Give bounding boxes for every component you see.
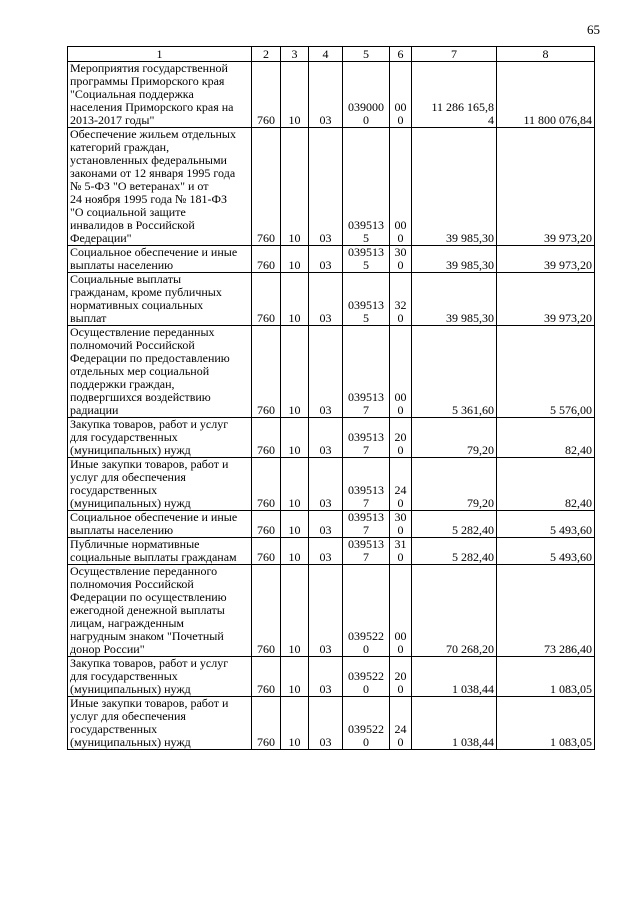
row-name-line: (муниципальных) нужд	[70, 443, 191, 457]
header-cell-7: 7	[412, 47, 497, 62]
row-name-line: категорий граждан,	[70, 140, 170, 154]
target-article-cell	[343, 273, 390, 326]
ministry-code-cell: 760	[252, 538, 281, 565]
row-name-line: выплаты населению	[70, 523, 174, 537]
amount-2016-cell: 5 493,60	[497, 511, 595, 538]
target-article-cell-line: 5	[363, 311, 369, 325]
row-name-cell	[68, 511, 252, 538]
amount-2015-cell	[412, 246, 497, 273]
amount-2016-cell: 39 973,20	[497, 246, 595, 273]
row-name-line: "Социальная поддержка	[70, 87, 194, 101]
section-code-cell: 10	[281, 128, 309, 246]
expense-type-cell-line: 20	[394, 669, 407, 683]
table-row	[68, 273, 595, 326]
amount-2015-cell-line: 79,20	[467, 496, 494, 510]
row-name-line: Мероприятия государственной	[70, 61, 228, 75]
header-cell-5: 5	[343, 47, 390, 62]
row-name-line: Федерации по осуществлению	[70, 590, 227, 604]
row-name-line: ежегодной денежной выплаты	[70, 603, 225, 617]
amount-2015-cell	[412, 511, 497, 538]
expense-type-cell-line: 30	[394, 245, 407, 259]
ministry-code-cell: 760	[252, 511, 281, 538]
row-name-line: отдельных мер социальной	[70, 364, 210, 378]
section-code-cell: 10	[281, 418, 309, 458]
amount-2016-cell: 73 286,40	[497, 565, 595, 657]
expense-type-cell	[390, 273, 412, 326]
row-name-line: 24 ноября 1995 года № 181-ФЗ	[70, 192, 227, 206]
section-code-cell: 10	[281, 657, 309, 697]
ministry-code-cell: 760	[252, 458, 281, 511]
expense-type-cell	[390, 128, 412, 246]
target-article-cell-line: 039513	[348, 430, 384, 444]
target-article-cell-line: 039513	[348, 245, 384, 259]
target-article-cell-line: 039522	[348, 722, 384, 736]
subsection-code-cell: 03	[309, 538, 343, 565]
row-name-line: поддержки граждан,	[70, 377, 175, 391]
ministry-code-cell: 760	[252, 326, 281, 418]
amount-2015-cell	[412, 418, 497, 458]
row-name-cell	[68, 458, 252, 511]
expense-type-cell-line: 0	[397, 523, 404, 537]
row-name-line: полномочия Российской	[70, 577, 194, 591]
expense-type-cell	[390, 565, 412, 657]
amount-2015-cell	[412, 273, 497, 326]
expense-type-cell-line: 0	[397, 231, 404, 245]
header-cell-1: 1	[68, 47, 252, 62]
expense-type-cell-line: 0	[397, 682, 404, 696]
subsection-code-cell: 03	[309, 565, 343, 657]
subsection-code-cell: 03	[309, 511, 343, 538]
amount-2015-cell	[412, 538, 497, 565]
amount-2016-cell: 5 493,60	[497, 538, 595, 565]
target-article-cell-line: 5	[363, 258, 369, 272]
target-article-cell	[343, 246, 390, 273]
amount-2015-cell	[412, 62, 497, 128]
ministry-code-cell: 760	[252, 565, 281, 657]
section-code-cell: 10	[281, 326, 309, 418]
row-name-line: Иные закупки товаров, работ и	[70, 457, 229, 471]
ministry-code-cell: 760	[252, 697, 281, 750]
section-code-cell: 10	[281, 565, 309, 657]
amount-2015-cell-line: 5 361,60	[452, 403, 494, 417]
target-article-cell	[343, 511, 390, 538]
amount-2015-cell	[412, 458, 497, 511]
row-name-cell	[68, 538, 252, 565]
expense-type-cell	[390, 418, 412, 458]
target-article-cell-line: 0	[363, 682, 369, 696]
ministry-code-cell: 760	[252, 657, 281, 697]
target-article-cell-line: 5	[363, 231, 369, 245]
section-code-cell: 10	[281, 697, 309, 750]
subsection-code-cell: 03	[309, 697, 343, 750]
row-name-line: программы Приморского края	[70, 74, 225, 88]
target-article-cell	[343, 538, 390, 565]
table-row	[68, 538, 595, 565]
table-row	[68, 697, 595, 750]
row-name-line: нагрудным знаком "Почетный	[70, 629, 224, 643]
target-article-cell-line: 7	[363, 496, 369, 510]
row-name-line: Обеспечение жильем отдельных	[70, 127, 236, 141]
expense-type-cell-line: 00	[394, 218, 407, 232]
amount-2016-cell: 1 083,05	[497, 697, 595, 750]
amount-2015-cell-line: 5 282,40	[452, 523, 494, 537]
expense-type-cell-line: 0	[397, 496, 404, 510]
expense-type-cell-line: 24	[394, 722, 407, 736]
amount-2015-cell	[412, 657, 497, 697]
target-article-cell-line: 7	[363, 523, 369, 537]
row-name-line: Осуществление переданных	[70, 325, 215, 339]
expense-type-cell-line: 0	[397, 113, 404, 127]
amount-2015-cell-line: 39 985,30	[446, 311, 494, 325]
amount-2015-cell-line: 39 985,30	[446, 258, 494, 272]
expense-type-cell-line: 0	[397, 443, 404, 457]
amount-2016-cell: 5 576,00	[497, 326, 595, 418]
expense-type-cell-line: 0	[397, 735, 404, 749]
row-name-line: населения Приморского края на	[70, 100, 234, 114]
row-name-cell	[68, 565, 252, 657]
row-name-line: Социальное обеспечение и иные	[70, 510, 238, 524]
row-name-line: государственных	[70, 483, 158, 497]
expense-type-cell-line: 24	[394, 483, 407, 497]
amount-2016-cell: 82,40	[497, 458, 595, 511]
table-row	[68, 458, 595, 511]
section-code-cell: 10	[281, 458, 309, 511]
target-article-cell-line: 7	[363, 443, 369, 457]
budget-table	[67, 46, 595, 750]
row-name-cell	[68, 326, 252, 418]
row-name-line: Иные закупки товаров, работ и	[70, 696, 229, 710]
row-name-cell	[68, 273, 252, 326]
row-name-line: государственных	[70, 722, 158, 736]
section-code-cell: 10	[281, 246, 309, 273]
row-name-line: для государственных	[70, 430, 178, 444]
header-cell-4: 4	[309, 47, 343, 62]
amount-2015-cell-line: 39 985,30	[446, 231, 494, 245]
row-name-line: подвергшихся воздействию	[70, 390, 211, 404]
target-article-cell	[343, 565, 390, 657]
table-row	[68, 657, 595, 697]
amount-2015-cell-line: 79,20	[467, 443, 494, 457]
target-article-cell-line: 039522	[348, 669, 384, 683]
table-row	[68, 565, 595, 657]
target-article-cell	[343, 418, 390, 458]
expense-type-cell-line: 0	[397, 258, 404, 272]
expense-type-cell-line: 00	[394, 390, 407, 404]
expense-type-cell	[390, 511, 412, 538]
expense-type-cell	[390, 62, 412, 128]
page-number: 65	[587, 22, 600, 37]
subsection-code-cell: 03	[309, 418, 343, 458]
row-name-line: социальные выплаты гражданам	[70, 550, 237, 564]
row-name-line: Федерации по предоставлению	[70, 351, 230, 365]
row-name-line: (муниципальных) нужд	[70, 682, 191, 696]
amount-2015-cell	[412, 326, 497, 418]
row-name-line: радиации	[70, 403, 119, 417]
header-cell-2: 2	[252, 47, 281, 62]
header-cell-8: 8	[497, 47, 595, 62]
subsection-code-cell: 03	[309, 657, 343, 697]
ministry-code-cell: 760	[252, 246, 281, 273]
row-name-line: Осуществление переданного	[70, 564, 218, 578]
expense-type-cell-line: 0	[397, 550, 404, 564]
expense-type-cell-line: 0	[397, 642, 404, 656]
table-row	[68, 62, 595, 128]
expense-type-cell	[390, 246, 412, 273]
row-name-cell	[68, 697, 252, 750]
target-article-cell	[343, 128, 390, 246]
row-name-line: выплат	[70, 311, 107, 325]
amount-2015-cell-line: 70 268,20	[446, 642, 494, 656]
row-name-line: (муниципальных) нужд	[70, 735, 191, 749]
row-name-line: Социальные выплаты	[70, 272, 182, 286]
row-name-line: законами от 12 января 1995 года	[70, 166, 236, 180]
subsection-code-cell: 03	[309, 326, 343, 418]
target-article-cell-line: 039513	[348, 537, 384, 551]
target-article-cell	[343, 458, 390, 511]
target-article-cell	[343, 697, 390, 750]
target-article-cell-line: 7	[363, 403, 369, 417]
header-cell-6: 6	[390, 47, 412, 62]
target-article-cell-line: 039000	[348, 100, 384, 114]
expense-type-cell-line: 0	[397, 311, 404, 325]
row-name-line: установленных федеральными	[70, 153, 227, 167]
expense-type-cell-line: 00	[394, 100, 407, 114]
target-article-cell-line: 039513	[348, 510, 384, 524]
subsection-code-cell: 03	[309, 458, 343, 511]
subsection-code-cell: 03	[309, 62, 343, 128]
row-name-line: инвалидов в Российской	[70, 218, 195, 232]
expense-type-cell-line: 00	[394, 629, 407, 643]
row-name-cell	[68, 418, 252, 458]
row-name-line: услуг для обеспечения	[70, 470, 186, 484]
row-name-line: Закупка товаров, работ и услуг	[70, 656, 229, 670]
amount-2016-cell: 11 800 076,84	[497, 62, 595, 128]
section-code-cell: 10	[281, 273, 309, 326]
row-name-line: услуг для обеспечения	[70, 709, 186, 723]
expense-type-cell	[390, 697, 412, 750]
ministry-code-cell: 760	[252, 273, 281, 326]
target-article-cell	[343, 62, 390, 128]
amount-2015-cell	[412, 565, 497, 657]
row-name-line: нормативных социальных	[70, 298, 204, 312]
row-name-cell	[68, 62, 252, 128]
row-name-line: № 5-ФЗ "О ветеранах" и от	[70, 179, 209, 193]
target-article-cell-line: 0	[363, 735, 369, 749]
expense-type-cell	[390, 326, 412, 418]
table-row	[68, 326, 595, 418]
expense-type-cell-line: 20	[394, 430, 407, 444]
table-row	[68, 418, 595, 458]
section-code-cell: 10	[281, 511, 309, 538]
target-article-cell-line: 7	[363, 550, 369, 564]
row-name-line: лицам, награжденным	[70, 616, 184, 630]
ministry-code-cell: 760	[252, 62, 281, 128]
section-code-cell: 10	[281, 538, 309, 565]
row-name-line: Социальное обеспечение и иные	[70, 245, 238, 259]
table-body	[68, 47, 595, 750]
target-article-cell-line: 039513	[348, 218, 384, 232]
subsection-code-cell: 03	[309, 128, 343, 246]
subsection-code-cell: 03	[309, 246, 343, 273]
row-name-cell	[68, 128, 252, 246]
amount-2016-cell: 1 083,05	[497, 657, 595, 697]
target-article-cell	[343, 657, 390, 697]
target-article-cell-line: 039513	[348, 390, 384, 404]
expense-type-cell-line: 32	[394, 298, 407, 312]
header-cell-3: 3	[281, 47, 309, 62]
row-name-line: Публичные нормативные	[70, 537, 200, 551]
amount-2015-cell	[412, 697, 497, 750]
amount-2015-cell-line: 5 282,40	[452, 550, 494, 564]
target-article-cell-line: 039513	[348, 298, 384, 312]
row-name-line: (муниципальных) нужд	[70, 496, 191, 510]
ministry-code-cell: 760	[252, 418, 281, 458]
target-article-cell	[343, 326, 390, 418]
expense-type-cell	[390, 538, 412, 565]
row-name-line: донор России"	[70, 642, 145, 656]
ministry-code-cell: 760	[252, 128, 281, 246]
table-row	[68, 246, 595, 273]
row-name-cell	[68, 246, 252, 273]
row-name-line: "О социальной защите	[70, 205, 186, 219]
expense-type-cell-line: 30	[394, 510, 407, 524]
expense-type-cell	[390, 458, 412, 511]
target-article-cell-line: 0	[363, 642, 369, 656]
row-name-line: для государственных	[70, 669, 178, 683]
expense-type-cell-line: 31	[394, 537, 407, 551]
row-name-line: Федерации"	[70, 231, 132, 245]
row-name-cell	[68, 657, 252, 697]
target-article-cell-line: 039522	[348, 629, 384, 643]
amount-2016-cell: 39 973,20	[497, 273, 595, 326]
table-row	[68, 128, 595, 246]
header-row	[68, 47, 595, 62]
target-article-cell-line: 0	[363, 113, 369, 127]
row-name-line: полномочий Российской	[70, 338, 195, 352]
section-code-cell: 10	[281, 62, 309, 128]
amount-2016-cell: 39 973,20	[497, 128, 595, 246]
expense-type-cell-line: 0	[397, 403, 404, 417]
row-name-line: выплаты населению	[70, 258, 174, 272]
target-article-cell-line: 039513	[348, 483, 384, 497]
row-name-line: Закупка товаров, работ и услуг	[70, 417, 229, 431]
row-name-line: гражданам, кроме публичных	[70, 285, 222, 299]
table-row	[68, 511, 595, 538]
amount-2015-cell	[412, 128, 497, 246]
subsection-code-cell: 03	[309, 273, 343, 326]
amount-2015-cell-line: 1 038,44	[452, 735, 494, 749]
amount-2015-cell-line: 4	[488, 113, 494, 127]
row-name-line: 2013-2017 годы"	[70, 113, 155, 127]
amount-2015-cell-line: 11 286 165,8	[431, 100, 494, 114]
amount-2015-cell-line: 1 038,44	[452, 682, 494, 696]
expense-type-cell	[390, 657, 412, 697]
amount-2016-cell: 82,40	[497, 418, 595, 458]
